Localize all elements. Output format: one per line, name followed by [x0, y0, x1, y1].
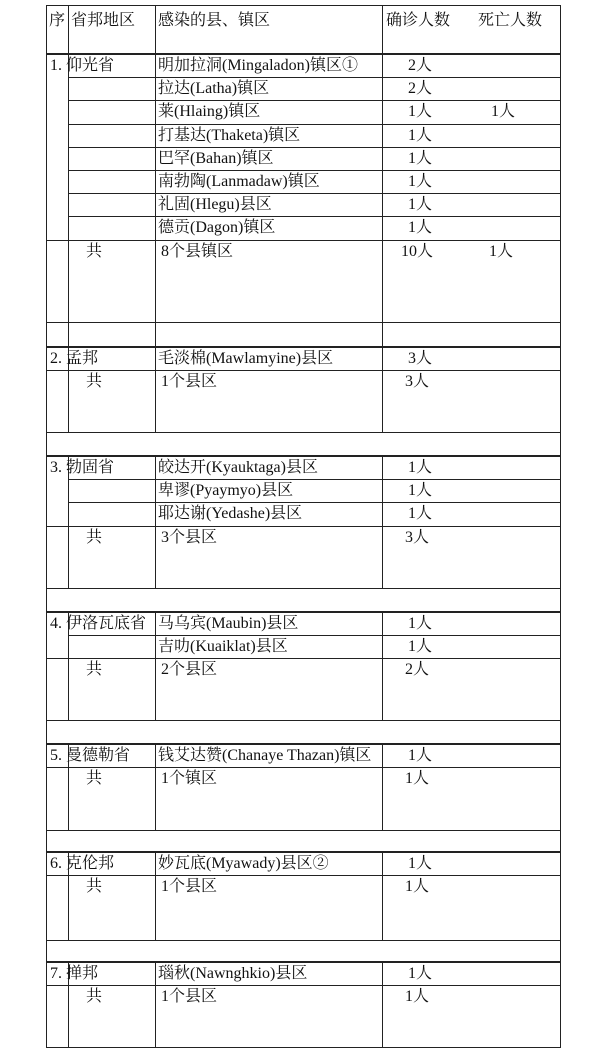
col-divider	[382, 852, 383, 940]
total-township: 2个县区	[161, 661, 218, 679]
total-top-rule	[46, 370, 561, 371]
total-top-rule	[46, 240, 561, 241]
township-cell: 瑙秋(Nawnghkio)县区	[158, 965, 308, 982]
total-bottom-rule	[46, 940, 561, 941]
total-township: 8个县镇区	[161, 242, 234, 260]
col-divider	[155, 322, 156, 347]
confirmed-cell: 1人	[407, 173, 432, 190]
township-cell: 妙瓦底(Myawady)县区②	[158, 855, 329, 872]
confirmed-cell: 1人	[407, 126, 432, 144]
total-top-rule	[46, 985, 561, 986]
confirmed-cell: 1人	[407, 505, 432, 523]
township-cell: 德贡(Dagon)镇区	[158, 219, 276, 237]
total-label: 共	[86, 878, 103, 896]
total-bottom-rule	[46, 588, 561, 589]
confirmed-cell: 1人	[407, 459, 432, 476]
col-divider	[155, 54, 156, 322]
group-top-rule	[46, 347, 561, 348]
confirmed-cell: 1人	[407, 219, 432, 237]
total-bottom-rule	[46, 1047, 561, 1048]
header-deaths: 死亡人数	[478, 12, 543, 29]
row-rule	[68, 635, 561, 636]
total-top-rule	[46, 658, 561, 659]
township-cell: 明加拉洞(Mingaladon)镇区①	[158, 57, 358, 74]
col-divider	[382, 612, 383, 720]
table-border-top	[46, 5, 561, 6]
township-cell: 打基达(Thaketa)镇区	[158, 126, 301, 144]
confirmed-cell: 1人	[407, 638, 432, 656]
total-confirmed: 2人	[404, 661, 429, 679]
group-region-label: 6. 克伦邦	[50, 855, 115, 872]
township-cell: 拉达(Latha)镇区	[158, 80, 270, 98]
col-divider	[155, 852, 156, 940]
col-divider	[382, 347, 383, 432]
total-confirmed: 10人	[400, 242, 433, 260]
township-cell: 耶达谢(Yedashe)县区	[158, 505, 303, 523]
row-rule	[68, 502, 561, 503]
col-divider	[155, 347, 156, 432]
col-divider	[68, 54, 69, 322]
total-confirmed: 3人	[404, 528, 429, 546]
total-confirmed: 1人	[404, 770, 429, 788]
group-top-rule	[46, 852, 561, 853]
total-township: 1个县区	[161, 988, 218, 1006]
township-cell: 巴罕(Bahan)镇区	[158, 149, 274, 167]
group-top-rule	[46, 54, 561, 55]
col-divider	[155, 612, 156, 720]
col-divider	[382, 962, 383, 1047]
total-township: 3个县区	[161, 528, 218, 546]
total-bottom-rule	[46, 720, 561, 721]
row-rule	[68, 216, 561, 217]
confirmed-cell: 1人	[407, 103, 432, 121]
total-label: 共	[86, 770, 103, 788]
total-township: 1个镇区	[161, 770, 218, 788]
row-rule	[68, 77, 561, 78]
confirmed-cell: 1人	[407, 615, 432, 632]
total-label: 共	[86, 242, 103, 260]
col-divider	[382, 54, 383, 322]
confirmed-cell: 2人	[407, 57, 432, 74]
col-divider	[382, 5, 383, 53]
header-seq: 序	[49, 12, 66, 29]
total-label: 共	[86, 528, 103, 546]
township-cell: 卑谬(Pyaymyo)县区	[158, 482, 294, 500]
group-region-label: 7. 掸邦	[50, 965, 99, 982]
group-region-label: 3. 勃固省	[50, 459, 115, 476]
col-divider	[382, 322, 383, 347]
row-rule	[68, 170, 561, 171]
township-cell: 莱(Hlaing)镇区	[158, 103, 261, 121]
total-label: 共	[86, 988, 103, 1006]
col-divider	[68, 322, 69, 347]
confirmed-cell: 3人	[407, 350, 432, 367]
township-cell: 南勃陶(Lanmadaw)镇区	[158, 173, 320, 190]
total-confirmed: 1人	[404, 878, 429, 896]
total-township: 1个县区	[161, 373, 218, 391]
col-divider	[155, 744, 156, 830]
township-cell: 皎达开(Kyauktaga)县区	[158, 459, 318, 476]
group-top-rule	[46, 962, 561, 963]
col-divider	[155, 456, 156, 588]
total-top-rule	[46, 875, 561, 876]
group-region-label: 1. 仰光省	[50, 57, 115, 74]
group-top-rule	[46, 744, 561, 745]
group-top-rule	[46, 456, 561, 457]
total-confirmed: 3人	[404, 373, 429, 391]
confirmed-cell: 1人	[407, 482, 432, 500]
total-confirmed: 1人	[404, 988, 429, 1006]
confirmed-cell: 1人	[407, 855, 432, 872]
row-rule	[68, 193, 561, 194]
township-cell: 马乌宾(Maubin)县区	[158, 615, 299, 632]
col-divider	[382, 456, 383, 588]
township-cell: 毛淡棉(Mawlamyine)县区	[158, 350, 334, 367]
row-rule	[68, 147, 561, 148]
col-divider	[382, 744, 383, 830]
row-rule	[68, 124, 561, 125]
confirmed-cell: 2人	[407, 80, 432, 98]
header-confirmed: 确诊人数	[386, 12, 451, 29]
group-top-rule	[46, 612, 561, 613]
header-region: 省邦地区	[71, 12, 136, 29]
group-region-label: 5. 曼德勒省	[50, 747, 131, 764]
row-rule	[68, 100, 561, 101]
township-cell: 钱艾达赞(Chanaye Thazan)镇区	[158, 747, 372, 764]
total-bottom-rule	[46, 432, 561, 433]
confirmed-cell: 1人	[407, 149, 432, 167]
total-township: 1个县区	[161, 878, 218, 896]
col-divider	[68, 5, 69, 53]
total-label: 共	[86, 373, 103, 391]
row-rule	[68, 479, 561, 480]
total-top-rule	[46, 767, 561, 768]
confirmed-cell: 1人	[407, 747, 432, 764]
township-cell: 吉叻(Kuaiklat)县区	[158, 638, 288, 656]
total-top-rule	[46, 526, 561, 527]
total-label: 共	[86, 661, 103, 679]
group-region-label: 4. 伊洛瓦底省	[50, 615, 147, 632]
confirmed-cell: 1人	[407, 196, 432, 214]
total-deaths: 1人	[488, 242, 513, 260]
col-divider	[155, 962, 156, 1047]
confirmed-cell: 1人	[407, 965, 432, 982]
group-region-label: 2. 孟邦	[50, 350, 99, 367]
township-cell: 礼固(Hlegu)县区	[158, 196, 272, 214]
header-township: 感染的县、镇区	[158, 12, 271, 29]
deaths-cell: 1人	[490, 103, 515, 121]
total-bottom-rule	[46, 830, 561, 831]
col-divider	[155, 5, 156, 53]
total-bottom-rule	[46, 322, 561, 323]
